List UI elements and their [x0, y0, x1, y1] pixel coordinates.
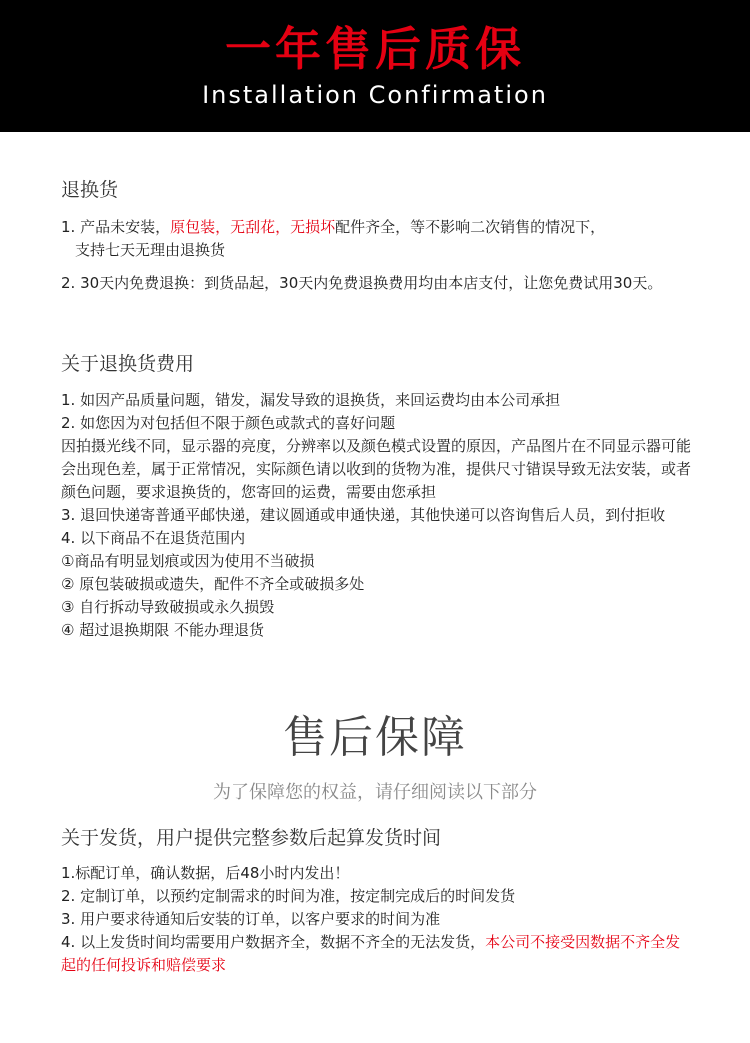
returns-item-1 [61, 216, 691, 262]
fees-line-6: ①商品有明显划痕或因为使用不当破损 [61, 552, 315, 570]
returns-item-1-line2: 支持七天无理由退换货 [75, 241, 226, 259]
returns-item-2: 2. 30天内免费退换：到货品起，30天内免费退换费用均由本店支付，让您免费试用30天。 [61, 274, 663, 292]
fees-line-9: ④ 超过退换期限 不能办理退货 [61, 621, 264, 639]
fees-line-1: 1. 如因产品质量问题，错发，漏发导致的退换货，来回运费均由本公司承担 [61, 391, 561, 409]
returns-item-1-suffix: 配件齐全，等不影响二次销售的情况下， [335, 218, 606, 236]
returns-item-1-highlight: 原包装，无刮花，无损坏 [170, 218, 336, 236]
header-banner [0, 0, 750, 132]
shipping-line-4-highlight: 本公司不接受因数据不齐全发起的任何投诉和赔偿要求 [61, 933, 681, 974]
banner-subtitle: Installation Confirmation [202, 81, 548, 109]
banner-title: 一年售后质保 [225, 22, 525, 76]
fees-line-2: 2. 如您因为对包括但不限于颜色或款式的喜好问题 [61, 414, 396, 432]
shipping-line-4-prefix: 4. 以上发货时间均需要用户数据齐全，数据不齐全的无法发货， [61, 933, 486, 951]
shipping-list [61, 862, 691, 977]
shipping-line-1: 1.标配订单，确认数据，后48小时内发出！ [61, 864, 350, 882]
returns-heading: 退换货 [61, 179, 119, 201]
fees-line-8: ③ 自行拆动导致破损或永久损毁 [61, 598, 275, 616]
fees-line-5: 4. 以下商品不在退货范围内 [61, 529, 246, 547]
returns-item-1-prefix: 1. 产品未安装， [61, 218, 171, 236]
fees-heading: 关于退换货费用 [61, 353, 195, 375]
fees-list [61, 389, 691, 642]
shipping-line-4 [61, 931, 691, 977]
warranty-title: 售后保障 [283, 712, 467, 763]
shipping-line-3: 3. 用户要求待通知后安装的订单，以客户要求的时间为准 [61, 910, 441, 928]
fees-line-3: 因拍摄光线不同，显示器的亮度，分辨率以及颜色模式设置的原因，产品图片在不同显示器可能会出现色差，属于正常情况，实际颜色请以收到的货物为准，提供尺寸错误导致无法安装，或者颜色问题，要求退换货的，您寄回的运费，需要由您承担 [61, 437, 692, 501]
shipping-heading: 关于发货，用户提供完整参数后起算发货时间 [61, 827, 442, 849]
warranty-subtitle: 为了保障您的权益，请仔细阅读以下部分 [213, 782, 537, 803]
fees-line-4: 3. 退回快递寄普通平邮快递，建议圆通或申通快递，其他快递可以咨询售后人员，到付拒收 [61, 506, 666, 524]
shipping-line-2: 2. 定制订单，以预约定制需求的时间为准，按定制完成后的时间发货 [61, 887, 516, 905]
fees-line-7: ② 原包装破损或遗失，配件不齐全或破损多处 [61, 575, 365, 593]
